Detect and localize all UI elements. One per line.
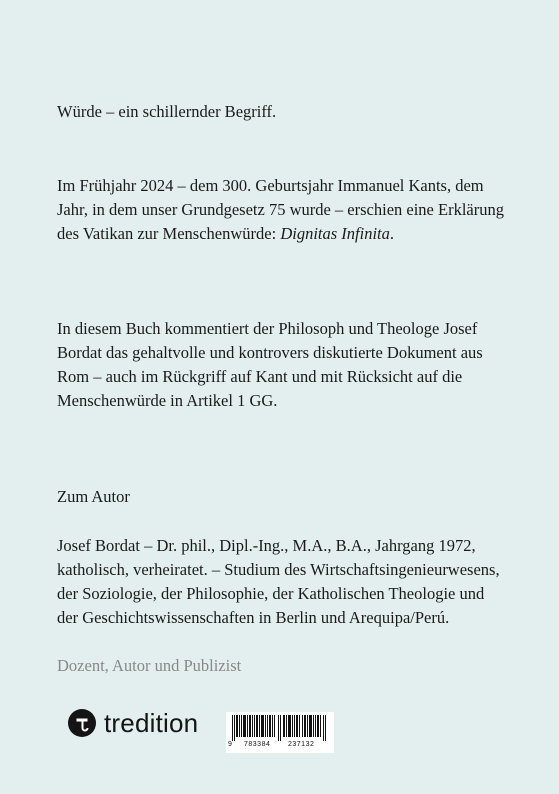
- document-title: Dignitas Infinita: [280, 224, 390, 243]
- tredition-t-icon: [68, 709, 96, 737]
- isbn-barcode: [226, 712, 334, 753]
- cut-off-line: Dozent, Autor und Publizist: [57, 656, 242, 675]
- intro-paragraph: [57, 174, 507, 246]
- barcode-bars: [232, 715, 328, 741]
- author-bio: Josef Bordat – Dr. phil., Dipl.-Ing., M.A., B.A., Jahrgang 1972, katholisch, verheiratet. – Studium des Wirtschaftsingenieurwesens, der Soziologie, der Philosophie, der Katholischen Theologie und der Geschichtswissenschaften in Berlin und Arequipa/Perú.: [57, 536, 500, 627]
- book-description: In diesem Buch kommentiert der Philosoph und Theologe Josef Bordat das gehaltvolle und kontrovers diskutierte Dokument aus Rom – auch im Rückgriff auf Kant und mit Rücksicht auf die Menschenwürde in Artikel 1 GG.: [57, 319, 483, 410]
- about-author-heading: Zum Autor: [57, 487, 130, 506]
- isbn-group-1: 783384: [244, 741, 271, 748]
- back-cover-text: [57, 100, 507, 675]
- intro-text: Im Frühjahr 2024 – dem 300. Geburtsjahr Immanuel Kants, dem Jahr, in dem unser Grundgesetz 75 wurde – erschien eine Erklärung des Vatikan zur Menschenwürde:: [57, 176, 504, 243]
- isbn-first-digit: 9: [228, 741, 232, 748]
- publisher-logo: [68, 707, 198, 739]
- isbn-group-2: 237132: [288, 741, 315, 748]
- tagline: Würde – ein schillernder Begriff.: [57, 102, 277, 121]
- intro-period: .: [389, 224, 394, 243]
- publisher-name: tredition: [104, 707, 199, 738]
